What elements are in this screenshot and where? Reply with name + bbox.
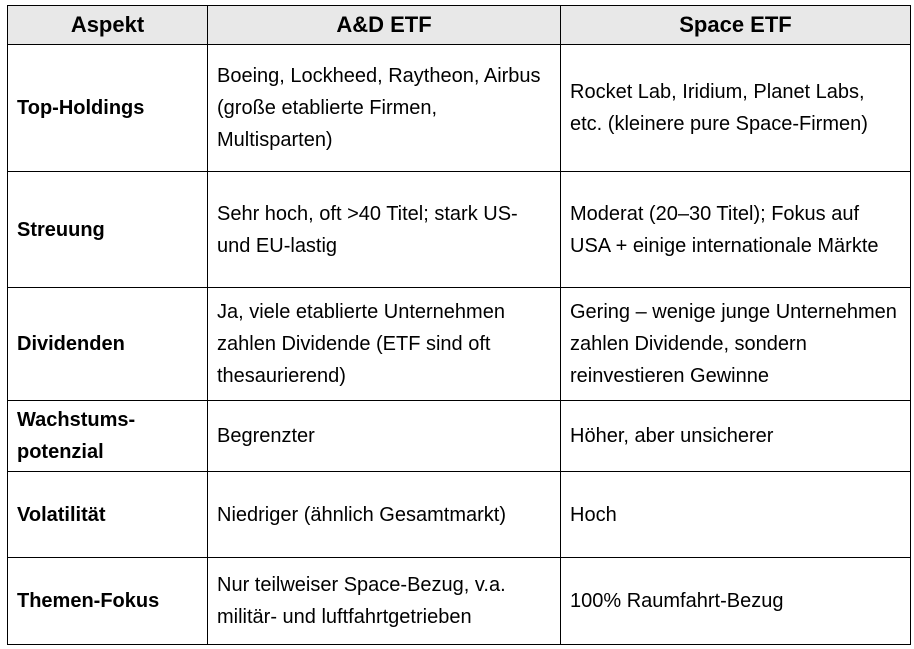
row-space-etf: Höher, aber unsicherer [561,401,911,472]
row-space-etf: 100% Raumfahrt-Bezug [561,558,911,645]
row-aspect: Dividenden [8,288,208,401]
table-row [8,401,911,472]
table-row [8,288,911,401]
row-ad-etf: Ja, viele etablierte Unternehmen zahlen Dividende (ETF sind oft thesaurierend) [208,288,561,401]
row-space-etf: Gering – wenige junge Unternehmen zahlen Dividende, sondern reinvestieren Gewinne [561,288,911,401]
row-space-etf: Rocket Lab, Iridium, Planet Labs, etc. (kleinere pure Space-Firmen) [561,45,911,172]
table-row [8,172,911,288]
row-aspect: Themen-Fokus [8,558,208,645]
header-row [8,6,911,45]
row-space-etf: Moderat (20–30 Titel); Fokus auf USA + einige internationale Märkte [561,172,911,288]
row-aspect: Top-Holdings [8,45,208,172]
header-space-etf: Space ETF [561,6,911,45]
table-row [8,558,911,645]
row-ad-etf: Nur teilweiser Space-Bezug, v.a. militär- und luftfahrtgetrieben [208,558,561,645]
table-row [8,45,911,172]
row-ad-etf: Begrenzter [208,401,561,472]
comparison-table [7,5,911,645]
row-ad-etf: Sehr hoch, oft >40 Titel; stark US- und EU-lastig [208,172,561,288]
row-aspect: Streuung [8,172,208,288]
header-ad-etf: A&D ETF [208,6,561,45]
table-row [8,472,911,558]
row-aspect: Wachstums-potenzial [8,401,208,472]
row-aspect: Volatilität [8,472,208,558]
header-aspect: Aspekt [8,6,208,45]
row-space-etf: Hoch [561,472,911,558]
row-ad-etf: Boeing, Lockheed, Raytheon, Airbus (große etablierte Firmen, Multisparten) [208,45,561,172]
row-ad-etf: Niedriger (ähnlich Gesamtmarkt) [208,472,561,558]
